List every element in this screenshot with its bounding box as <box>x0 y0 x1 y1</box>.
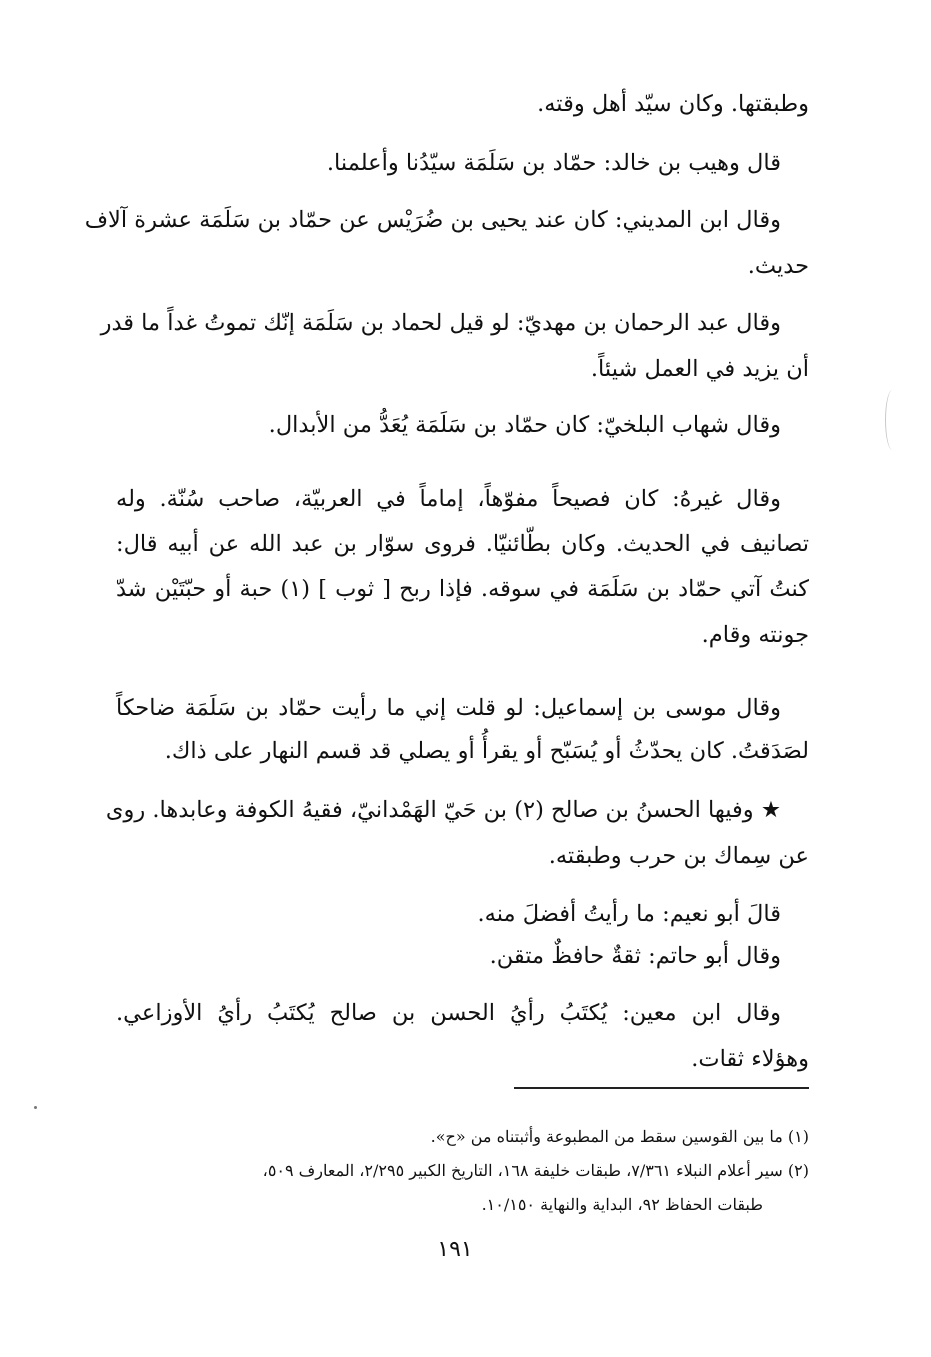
body-line: وهؤلاء ثقات. <box>691 1046 809 1072</box>
body-line: وقال عبد الرحمان بن مهديّ: لو قيل لحماد بن سَلَمَة إنّك تموتُ غداً ما قدر <box>100 310 781 336</box>
footnote-divider <box>514 1087 809 1089</box>
footnote-line: (١) ما بين القوسين سقط من المطبوعة وأثبتناه من «ح». <box>430 1127 809 1146</box>
body-line: وقال شهاب البلخيّ: كان حمّاد بن سَلَمَة يُعَدُّ من الأبدال. <box>268 412 781 438</box>
footnote-line: طبقات الحفاظ ٩٢، البداية والنهاية ١٠/١٥٠. <box>481 1195 763 1214</box>
body-line: أن يزيد في العمل شيئاً. <box>590 356 809 382</box>
body-line: تصانيف في الحديث. وكان بطّائنيّا. فروى سوّار بن عبد الله عن أبيه قال: <box>116 531 809 557</box>
body-line: كنتُ آتي حمّاد بن سَلَمَة في سوقه. فإذا ربح [ ثوب ] (١) حبة أو حبّتَيْن شدّ <box>116 576 809 602</box>
body-line: ★ وفيها الحسنُ بن صالح (٢) بن حَيّ الهَمْدانيّ، فقيهُ الكوفة وعابدها. روى <box>105 797 781 823</box>
body-line: لصَدَقتُ. كان يحدّثُ أو يُسَبّح أو يقرأُ أو يصلي قد قسم النهار على ذاك. <box>164 738 809 764</box>
scan-dot <box>34 1106 37 1109</box>
body-line: وقال غيرهُ: كان فصيحاً مفوّهاً، إماماً في العربيّة، صاحب سُنّة. وله <box>116 486 781 512</box>
footnote-line: (٢) سير أعلام النبلاء ٧/٣٦١، طبقات خليفة ١٦٨، التاريخ الكبير ٢/٢٩٥، المعارف ٥٠٩، <box>262 1161 809 1180</box>
body-line: حديث. <box>747 253 809 279</box>
body-line: قالَ أبو نعيم: ما رأيتُ أفضلَ منه. <box>477 901 781 927</box>
body-line: عن سِماك بن حرب وطبقته. <box>548 843 809 869</box>
body-line: قال وهيب بن خالد: حمّاد بن سَلَمَة سيّدُنا وأعلمنا. <box>326 150 781 176</box>
page-number: ١٩١ <box>437 1237 473 1262</box>
body-line: وطبقتها. وكان سيّد أهل وقته. <box>537 91 809 117</box>
body-line: وقال أبو حاتم: ثقةٌ حافظٌ متقن. <box>489 943 781 969</box>
scan-artifact <box>885 390 900 450</box>
body-line: وقال ابن معين: يُكتَبُ رأيُ الحسن بن صالح يُكتَبُ رأيُ الأوزاعي. <box>116 1000 781 1026</box>
body-line: وقال موسى بن إسماعيل: لو قلت إني ما رأيت حمّاد بن سَلَمَة ضاحكاً <box>116 695 781 721</box>
body-line: جونته وقام. <box>701 622 809 648</box>
body-line: وقال ابن المديني: كان عند يحيى بن ضُرَيْس عن حمّاد بن سَلَمَة عشرة آلاف <box>84 207 781 233</box>
